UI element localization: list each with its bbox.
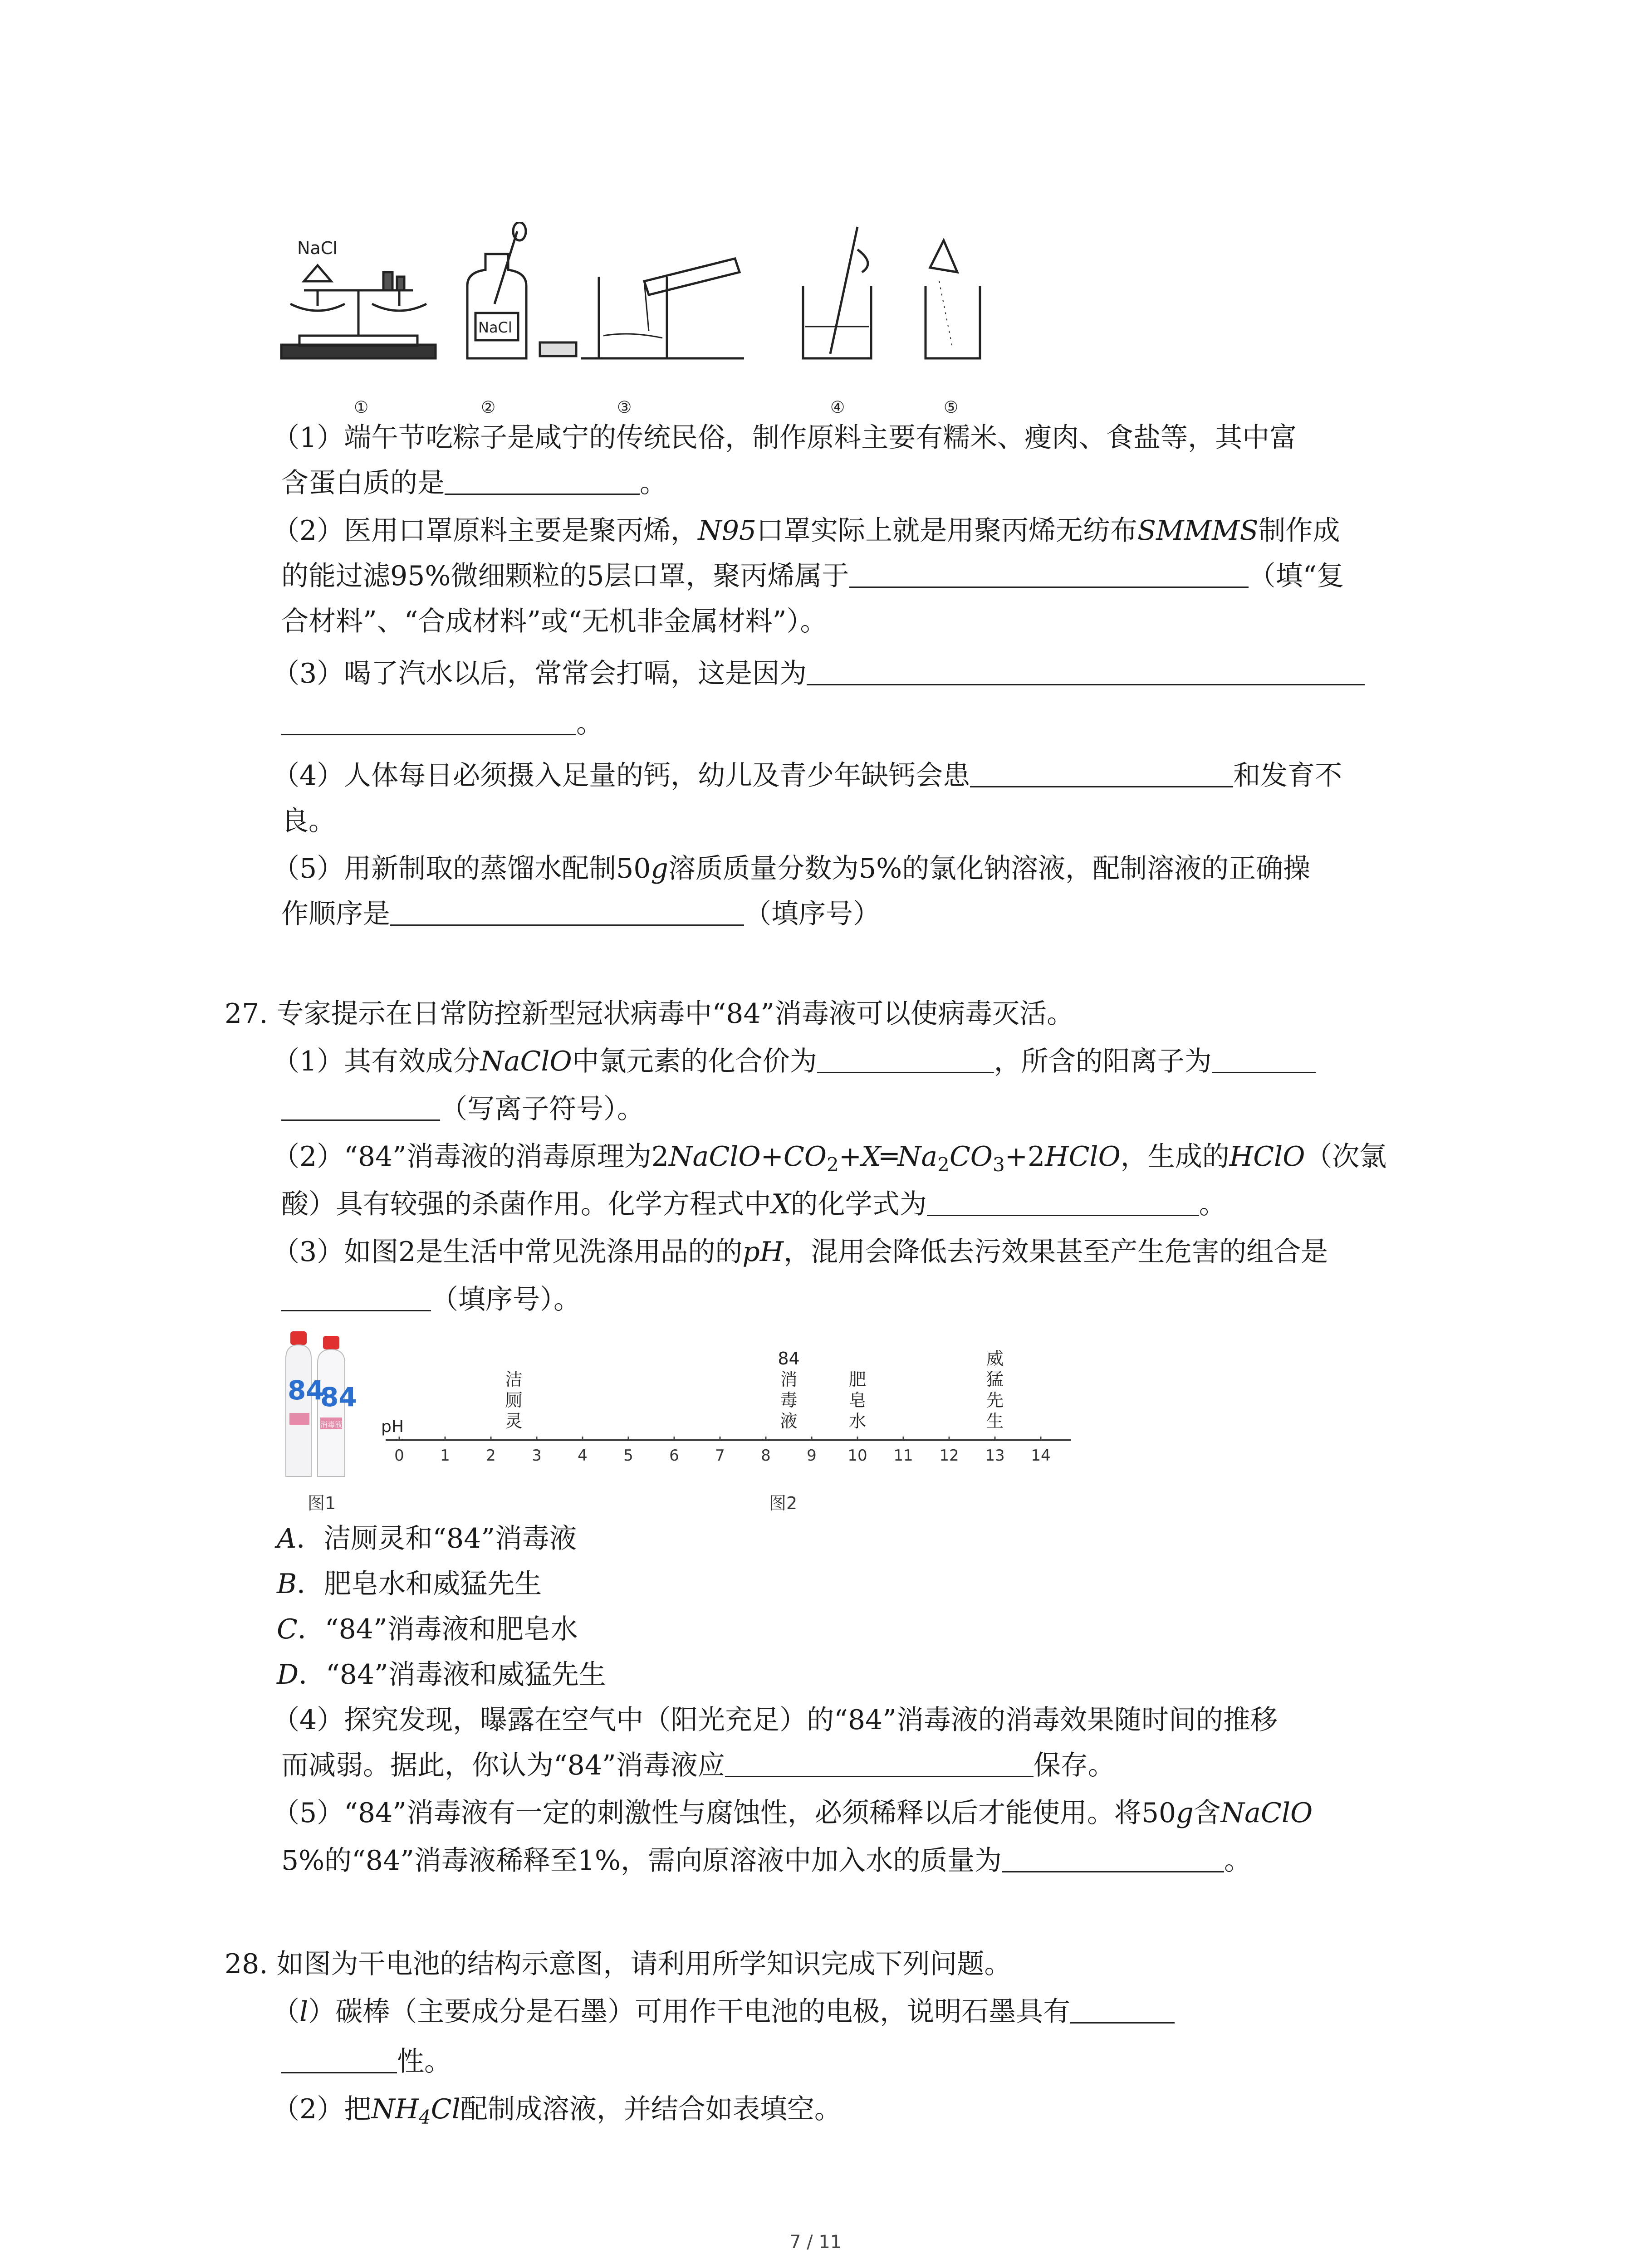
ph-item-label-2-1: 皂	[848, 1390, 867, 1410]
q27-part5-unit-g: g	[1176, 1797, 1194, 1829]
beaker-adding-icon	[926, 240, 980, 358]
q27-eq-plus-3: +2	[1004, 1141, 1045, 1173]
ph-tick-label-14: 14	[1031, 1447, 1051, 1465]
q27-part5-end: 。	[1224, 1845, 1252, 1877]
ph-item-label-1-2: 毒	[780, 1390, 798, 1410]
ph-tick-label-12: 12	[939, 1447, 959, 1465]
q27-eq-na: Na	[897, 1141, 938, 1173]
ph-item-label-1-0: 84	[778, 1349, 800, 1369]
q27-option-c[interactable]	[277, 1611, 578, 1647]
q27-part2-line1	[272, 1139, 1386, 1183]
q27-eq-co: CO	[783, 1141, 827, 1173]
q27-part3-line2	[281, 1281, 581, 1318]
q27-part1-valence-blank[interactable]	[817, 1045, 994, 1073]
q26-smmms: SMMMS	[1137, 515, 1259, 547]
q27-option-d[interactable]	[277, 1657, 606, 1693]
ph-item-label-1-3: 液	[780, 1411, 798, 1431]
q28-part2-text-b: 配制成溶液，并结合如表填空。	[460, 2093, 842, 2125]
beaker-pouring-icon	[581, 259, 744, 358]
q27-part5-text-b: 含	[1193, 1797, 1221, 1829]
q26-part5-text-c: 作顺序是	[281, 898, 390, 930]
q27-part2-line2	[281, 1186, 1226, 1222]
q27-eq-x: X	[862, 1141, 881, 1173]
q27-part2-text-c: （次氯	[1305, 1141, 1387, 1173]
ph-item-label-0-2: 灵	[505, 1411, 523, 1431]
q26-part2-text-c: 制作成	[1258, 515, 1340, 547]
q26-part2-text-d: 的能过滤95%微细颗粒的5层口罩，聚丙烯属于	[281, 560, 849, 592]
q27-hclo: HClO	[1229, 1141, 1305, 1173]
option-c-text: ．“84”消毒液和肥皂水	[297, 1613, 578, 1645]
q26-part1-line1	[272, 420, 1297, 456]
q27-stem-text: 27. 专家提示在日常防控新型冠状病毒中“84”消毒液可以使病毒灭活。	[225, 998, 1074, 1030]
q28-stem-text: 28. 如图为干电池的结构示意图，请利用所学知识完成下列问题。	[225, 1948, 1012, 1980]
ph-item-label-3-0: 威	[986, 1349, 1004, 1369]
figure1-disinfectant-bottles	[281, 1331, 372, 1486]
q26-part5-line1	[272, 850, 1310, 887]
ph-axis-label: pH	[381, 1418, 404, 1436]
q26-part2-line1	[272, 513, 1340, 549]
q28-cl: Cl	[431, 2093, 460, 2125]
q27-part2-end: 。	[1199, 1188, 1226, 1220]
q26-part2-line3	[281, 603, 827, 640]
q27-eq-sub2: 2	[827, 1154, 839, 1176]
ph-item-label-2-2: 水	[848, 1411, 867, 1431]
q27-option-b[interactable]	[277, 1566, 542, 1602]
q27-part5-line2	[281, 1843, 1251, 1879]
ph-tick-label-3: 3	[532, 1447, 542, 1465]
q27-eq-sign: ═	[881, 1141, 897, 1173]
q27-part5-naclo: NaClO	[1220, 1797, 1313, 1829]
ph-tick-label-11: 11	[893, 1447, 913, 1465]
q28-part2-line1	[272, 2091, 842, 2136]
q27-part2-text-b: ，生成的	[1120, 1141, 1230, 1173]
bottle-84-label: 84	[288, 1375, 324, 1406]
page-number: 7 / 11	[789, 2232, 842, 2253]
ph-tick-label-4: 4	[578, 1447, 588, 1465]
q28-part1-text-b: ）碳棒（主要成分是石墨）可用作干电池的电极，说明石墨具有	[308, 1996, 1071, 2028]
q27-part1-text-d: （写离子符号）。	[440, 1093, 644, 1125]
ph-item-label-1-1: 消	[780, 1369, 798, 1389]
option-a-text: ．洁厕灵和“84”消毒液	[296, 1523, 577, 1554]
q27-part3-line1	[272, 1234, 1328, 1270]
q27-part3-text-b: ，混用会降低去污效果甚至产生危害的组合是	[784, 1236, 1328, 1268]
ph-tick-label-1: 1	[440, 1447, 450, 1465]
nacl-label: NaCl	[297, 238, 338, 258]
q26-part2-text-a: （2）医用口罩原料主要是聚丙烯，	[272, 515, 698, 547]
q27-part3-text-a: （3）如图2是生活中常见洗涤用品的的	[272, 1236, 743, 1268]
ph-item-label-0-0: 洁	[505, 1369, 523, 1389]
q26-part5-text-a: （5）用新制取的蒸馏水配制50	[272, 853, 651, 885]
ph-tick-label-9: 9	[807, 1447, 817, 1465]
q27-x: X	[771, 1188, 791, 1220]
q27-eq-hclo: HClO	[1045, 1141, 1121, 1173]
q26-part2-line2	[281, 558, 1344, 594]
q26-part4-text-c: 良。	[281, 805, 336, 837]
q28-part1-answer-blank-a[interactable]	[1070, 1995, 1175, 2024]
q28-part1-paren: （	[272, 1996, 299, 2028]
q27-part1-line2	[281, 1091, 644, 1127]
q27-part2-text-e: 的化学式为	[790, 1188, 927, 1220]
ph-item-label-3-1: 猛	[986, 1369, 1004, 1389]
ph-tick-label-2: 2	[486, 1447, 496, 1465]
q27-part5-answer-blank[interactable]	[1002, 1844, 1224, 1872]
step-1-label: ①	[354, 398, 369, 417]
q26-part5-text-b: 溶质质量分数为5%的氯化钠溶液，配制溶液的正确操	[668, 853, 1311, 885]
q27-eq-plus-2: +	[838, 1141, 862, 1173]
bottle-sub-label: 消毒液	[320, 1420, 343, 1429]
figure2-caption: 图2	[769, 1493, 798, 1513]
q28-part1-line1	[272, 1994, 1175, 2030]
q26-part4-answer-blank[interactable]	[970, 759, 1233, 787]
q27-part4-answer-blank[interactable]	[725, 1749, 1034, 1777]
q27-part5-text-c: 5%的“84”消毒液稀释至1%，需向原溶液中加入水的质量为	[281, 1845, 1002, 1877]
step-2-label: ②	[481, 398, 496, 417]
beaker-stirring-icon	[803, 227, 871, 358]
q28-part1-text-c: 性。	[397, 2046, 451, 2077]
ph-tick-label-6: 6	[669, 1447, 679, 1465]
q27-part2-text-a: （2）“84”消毒液的消毒原理为2	[272, 1141, 669, 1173]
q27-part4-text-b: 而减弱。据此，你认为“84”消毒液应	[281, 1750, 725, 1781]
q26-part3-line1	[272, 655, 1365, 692]
ph-tick-label-7: 7	[715, 1447, 725, 1465]
q26-part3-line2	[281, 705, 603, 742]
q26-part5-text-d: （填序号）	[744, 898, 880, 930]
q27-eq-naclo: NaClO	[669, 1141, 761, 1173]
q28-nh: NH	[371, 2093, 419, 2125]
q27-eq-plus: +	[760, 1141, 784, 1173]
q26-part2-text-e: （填“复	[1248, 560, 1344, 592]
q27-part2-text-d: 酸）具有较强的杀菌作用。化学方程式中	[281, 1188, 771, 1220]
q27-ph: pH	[742, 1236, 784, 1268]
q26-part1-text: （1）端午节吃粽子是咸宁的传统民俗，制作原料主要有糯米、瘦肉、食盐等，其中富	[272, 422, 1297, 454]
q27-part1-line1	[272, 1043, 1316, 1080]
option-c-letter: C	[277, 1613, 298, 1645]
balance-icon	[281, 265, 436, 358]
q26-part5-answer-blank[interactable]	[390, 897, 744, 926]
figure1-caption: 图1	[308, 1493, 336, 1513]
q27-part4-line1	[272, 1702, 1278, 1738]
q27-naclo-formula: NaClO	[480, 1046, 572, 1077]
ph-tick-label-8: 8	[761, 1447, 771, 1465]
q28-part1-line2	[281, 2043, 451, 2080]
step-5-label: ⑤	[944, 398, 959, 417]
q27-part4-line2	[281, 1747, 1115, 1784]
q26-part4-line2	[281, 803, 336, 839]
ph-item-label-3-2: 先	[986, 1390, 1004, 1410]
q26-part1-end: 。	[640, 467, 667, 499]
q27-part3-text-c: （填序号）。	[431, 1284, 581, 1315]
q27-eq-co3: CO	[949, 1141, 993, 1173]
reagent-bottle-icon	[467, 222, 576, 358]
option-d-letter: D	[277, 1659, 299, 1691]
ph-item-label-2-0: 肥	[848, 1369, 867, 1389]
q27-part1-cation-blank-b[interactable]	[281, 1092, 440, 1121]
bottle-84-label-2: 84	[320, 1382, 357, 1413]
q26-part1-line2	[281, 465, 667, 501]
option-b-text: ．肥皂水和威猛先生	[297, 1568, 542, 1600]
q27-part5-line1	[272, 1795, 1313, 1831]
q26-part1-answer-blank[interactable]	[445, 466, 640, 495]
q28-part1-answer-blank-b[interactable]	[281, 2045, 397, 2073]
q26-part2-answer-blank[interactable]	[849, 559, 1249, 588]
q26-n95: N95	[698, 515, 757, 547]
q27-part2-answer-blank[interactable]	[927, 1188, 1199, 1216]
q27-stem	[225, 996, 1074, 1032]
ph-tick-label-0: 0	[394, 1447, 404, 1465]
q28-sub4: 4	[419, 2106, 431, 2128]
solution-preparation-apparatus-figure	[272, 222, 1021, 422]
q28-part1-l: l	[299, 1996, 309, 2028]
q27-part1-text-c: ，所含的阳离子为	[994, 1046, 1212, 1077]
ph-tick-label-10: 10	[847, 1447, 867, 1465]
q26-part2-text-b: 口罩实际上就是用聚丙烯无纺布	[756, 515, 1138, 547]
q26-part3-end: 。	[576, 708, 603, 739]
option-a-letter: A	[277, 1523, 297, 1554]
figure2-ph-scale	[372, 1331, 1089, 1513]
q26-part4-text-a: （4）人体每日必须摄入足量的钙，幼儿及青少年缺钙会患	[272, 760, 970, 792]
ph-item-label-0-1: 厕	[505, 1390, 523, 1410]
bottle-icon	[286, 1331, 357, 1476]
q27-part5-text-a: （5）“84”消毒液有一定的刺激性与腐蚀性，必须稀释以后才能使用。将50	[272, 1797, 1176, 1829]
q27-part3-answer-blank[interactable]	[281, 1283, 431, 1311]
q26-part5-line2	[281, 896, 880, 932]
ph-tick-label-13: 13	[985, 1447, 1005, 1465]
step-4-label: ④	[830, 398, 845, 417]
q26-part5-unit-g: g	[651, 853, 668, 885]
option-b-letter: B	[277, 1568, 297, 1600]
q27-eq-sub3: 3	[992, 1154, 1005, 1176]
q28-stem	[225, 1946, 1012, 1982]
q27-part1-text-b: 中氯元素的化合价为	[572, 1046, 817, 1077]
ph-item-label-3-3: 生	[986, 1411, 1004, 1431]
q26-part3-text: （3）喝了汽水以后，常常会打嗝，这是因为	[272, 658, 807, 689]
q27-part1-cation-blank-a[interactable]	[1212, 1045, 1316, 1073]
q26-part4-text-b: 和发育不	[1233, 760, 1342, 792]
ph-tick-label-5: 5	[623, 1447, 633, 1465]
q26-part4-line1	[272, 758, 1342, 794]
q27-part1-text-a: （1）其有效成分	[272, 1046, 480, 1077]
option-d-text: ．“84”消毒液和威猛先生	[299, 1659, 606, 1691]
q27-option-a[interactable]	[277, 1520, 577, 1557]
q26-part1-text-b: 含蛋白质的是	[281, 467, 445, 499]
q26-part3-answer-blank-a[interactable]	[807, 657, 1365, 685]
q27-eq-sub2b: 2	[937, 1154, 950, 1176]
q26-part3-answer-blank-b[interactable]	[281, 707, 576, 735]
step-3-label: ③	[617, 398, 632, 417]
q26-part2-text-f: 合材料”、“合成材料”或“无机非金属材料”）。	[281, 606, 828, 637]
q27-part4-text-c: 保存。	[1033, 1750, 1115, 1781]
q28-part2-text-a: （2）把	[272, 2093, 372, 2125]
q27-part4-text-a: （4）探究发现，曝露在空气中（阳光充足）的“84”消毒液的消毒效果随时间的推移	[272, 1704, 1278, 1736]
bottle-nacl-label: NaCl	[478, 319, 512, 336]
